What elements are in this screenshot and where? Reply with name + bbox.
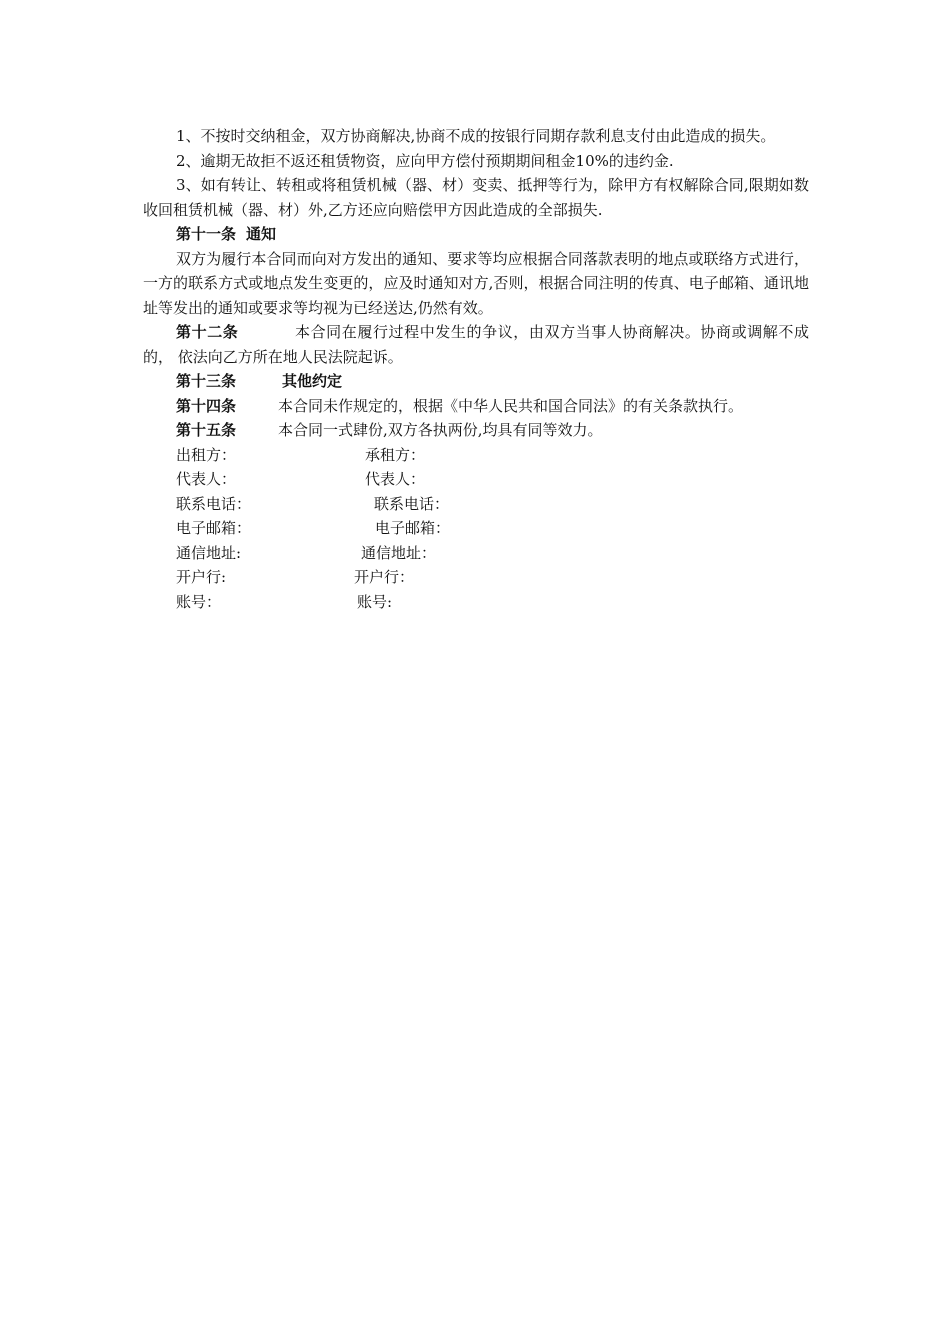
lessee-phone-label: 联系电话： [374,494,450,513]
signature-row-address [143,541,809,566]
article-11-heading-line [143,222,809,247]
article-14-heading: 第十四条 [176,396,237,415]
signature-block [143,443,809,615]
signature-row-account [143,590,809,615]
article-11-heading: 第十一条 [176,225,237,243]
clause-2: 2、逾期无故拒不返还租赁物资，应向甲方偿付预期期间租金10%的违约金. [176,151,674,170]
article-15-body: 本合同一式肆份,双方各执两份,均具有同等效力。 [278,421,603,439]
lessor-account-label: 账号： [176,592,222,611]
article-12-heading: 第十二条 [176,323,239,341]
lessor-label: 出租方： [176,445,237,464]
contract-page [143,124,809,614]
signature-row-bank [143,565,809,590]
signature-row-representative [143,467,809,492]
lessee-account-label: 账号: [357,592,393,611]
lessee-representative-label: 代表人： [365,470,426,488]
signature-row-lessor [143,443,809,468]
lessor-phone-label: 联系电话： [176,494,252,513]
signature-row-email [143,516,809,541]
article-13 [143,369,809,394]
lessor-email-label: 电子邮箱： [176,519,252,537]
article-11-body: 双方为履行本合同而向对方发出的通知、要求等均应根据合同落款表明的地点或联络方式进行，一方的联系方式或地点发生变更的，应及时通知对方,否则，根据合同注明的传真、电子邮箱、通讯地址等发出的通知或要求等均视为已经送达,仍然有效。 [143,249,809,317]
article-13-heading: 第十三条 [176,372,237,390]
lessee-address-label: 通信地址： [361,543,437,562]
article-15 [143,418,809,443]
article-12-body: 本合同在履行过程中发生的争议，由双方当事人协商解决。协商或调解不成的， 依法向乙方所在地人民法院起诉。 [143,323,809,366]
clause-3: 3、如有转让、转租或将租赁机械（器、材）变卖、抵押等行为，除甲方有权解除合同,限期如数收回租赁机械（器、材）外,乙方还应向赔偿甲方因此造成的全部损失. [143,176,809,219]
article-12 [143,320,809,369]
article-14 [143,394,809,419]
article-11-title: 通知 [246,225,277,243]
lessor-bank-label: 开户行: [176,568,227,586]
clause-1: 1、不按时交纳租金，双方协商解决,协商不成的按银行同期存款利息支付由此造成的损失。 [176,127,776,145]
article-13-title: 其他约定 [282,372,343,390]
signature-row-phone [143,492,809,517]
article-15-heading: 第十五条 [176,421,237,439]
lessor-address-label: 通信地址: [176,543,242,562]
lessee-bank-label: 开户行： [354,568,415,586]
lessee-label: 承租方： [365,445,426,464]
article-14-body: 本合同未作规定的，根据《中华人民共和国合同法》的有关条款执行。 [278,396,744,415]
lessor-representative-label: 代表人： [176,470,237,488]
lessee-email-label: 电子邮箱： [375,519,451,537]
